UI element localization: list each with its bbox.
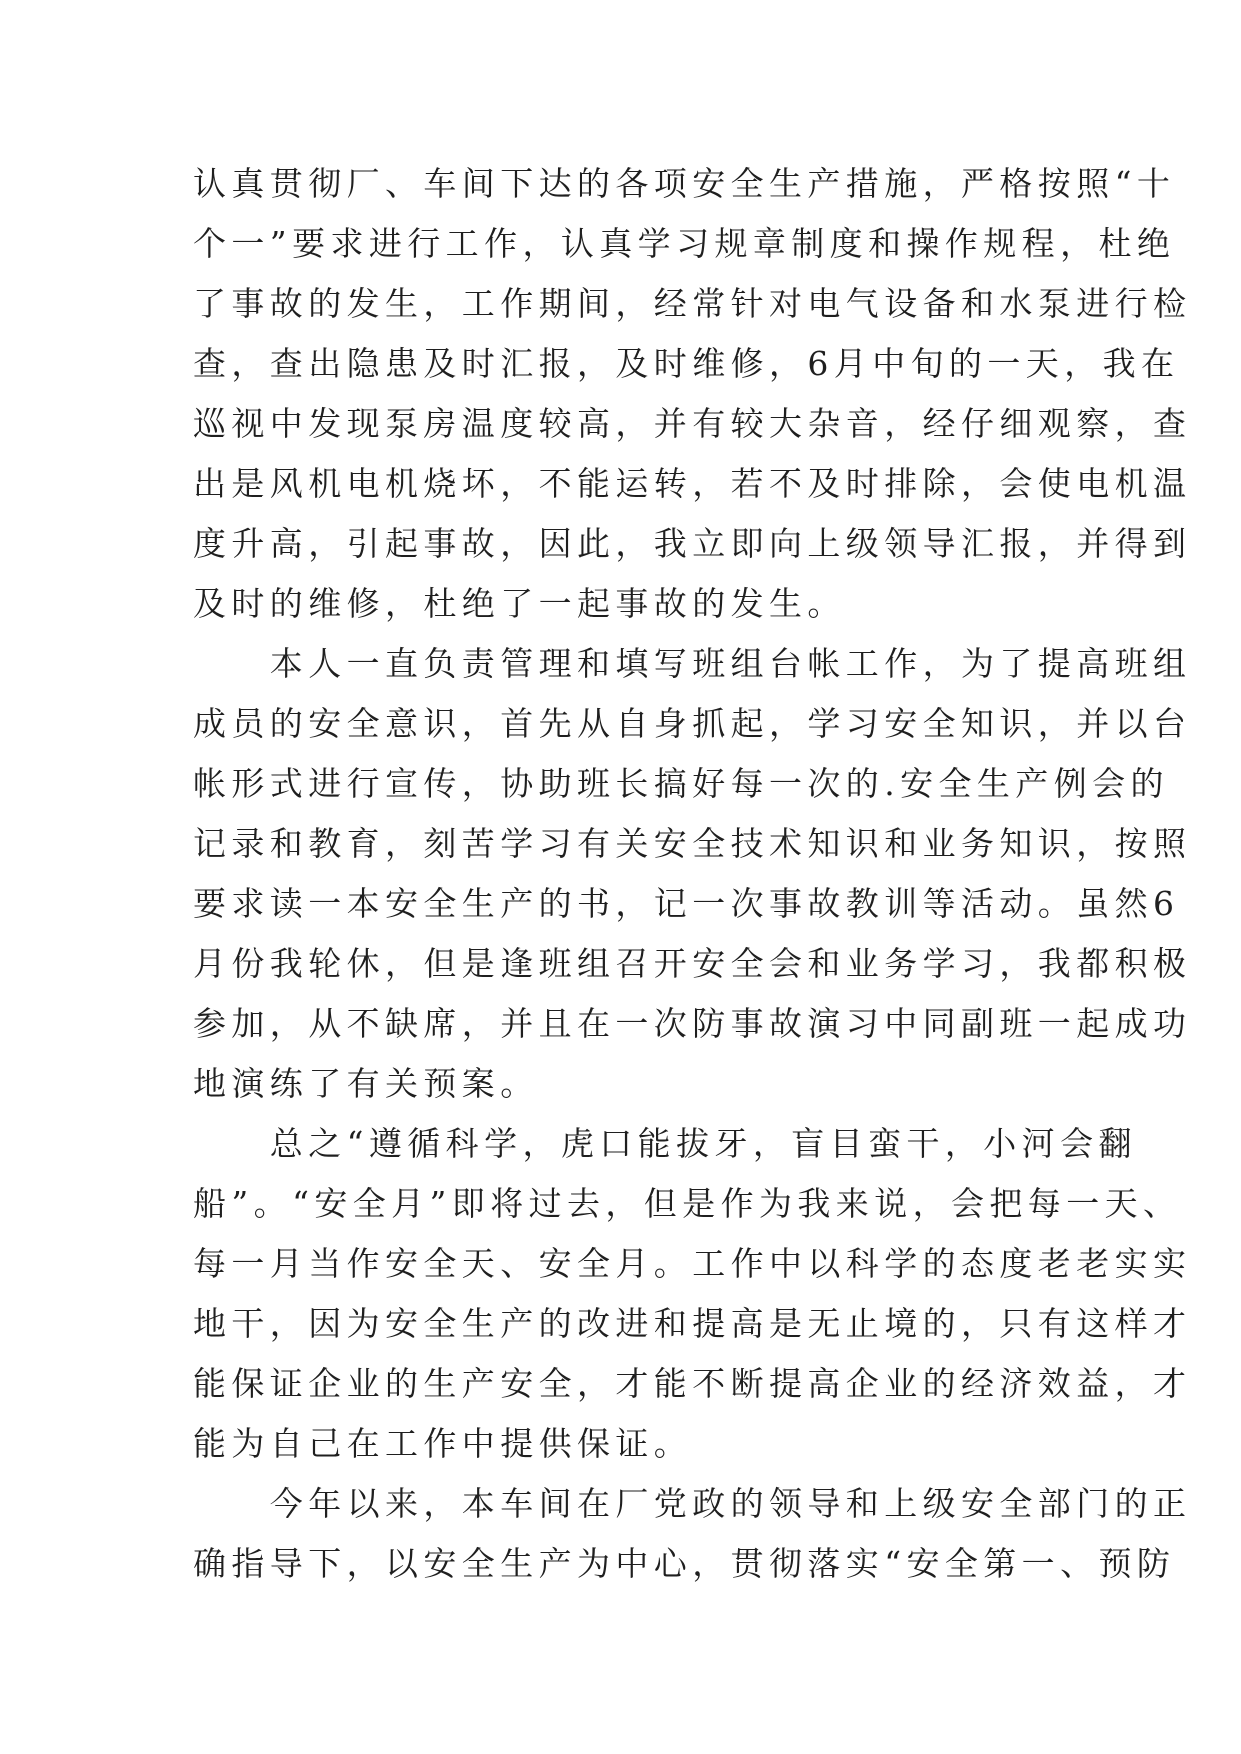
text-line: 地演练了有关预案。 [193, 1064, 539, 1103]
text-line: 记录和教育，刻苦学习有关安全技术知识和业务知识，按照 [193, 824, 1192, 863]
text-line: 每一月当作安全天、安全月。工作中以科学的态度老老实实 [193, 1244, 1192, 1283]
text-line: 确指导下，以安全生产为中心，贯彻落实“安全第一、预防 [193, 1544, 1176, 1583]
text-line: 出是风机电机烧坏，不能运转，若不及时排除，会使电机温 [193, 464, 1192, 503]
document-body [193, 154, 1192, 1594]
text-line: 个一”要求进行工作，认真学习规章制度和操作规程，杜绝 [193, 224, 1176, 263]
text-line: 能保证企业的生产安全，才能不断提高企业的经济效益，才 [193, 1364, 1192, 1403]
text-line: 月份我轮休，但是逢班组召开安全会和业务学习，我都积极 [193, 944, 1192, 983]
text-line: 帐形式进行宣传，协助班长搞好每一次的.安全生产例会的 [193, 764, 1169, 803]
text-line: 总之“遵循科学，虎口能拔牙，盲目蛮干，小河会翻 [193, 1124, 1137, 1163]
text-line: 能为自己在工作中提供保证。 [193, 1424, 693, 1463]
text-line: 要求读一本安全生产的书，记一次事故教训等活动。虽然6 [193, 884, 1180, 923]
text-line: 了事故的发生，工作期间，经常针对电气设备和水泵进行检 [193, 284, 1192, 323]
text-line: 及时的维修，杜绝了一起事故的发生。 [193, 584, 846, 623]
text-line: 查，查出隐患及时汇报，及时维修，6月中旬的一天，我在 [193, 344, 1180, 383]
text-line: 度升高，引起事故，因此，我立即向上级领导汇报，并得到 [193, 524, 1192, 563]
text-line: 船”。“安全月”即将过去，但是作为我来说，会把每一天、 [193, 1184, 1182, 1223]
text-line: 今年以来，本车间在厂党政的领导和上级安全部门的正 [193, 1484, 1192, 1523]
text-line: 本人一直负责管理和填写班组台帐工作，为了提高班组 [193, 644, 1192, 683]
text-line: 参加，从不缺席，并且在一次防事故演习中同副班一起成功 [193, 1004, 1192, 1043]
text-line: 认真贯彻厂、车间下达的各项安全生产措施，严格按照“十 [193, 164, 1176, 203]
text-line: 成员的安全意识，首先从自身抓起，学习安全知识，并以台 [193, 704, 1192, 743]
text-line: 巡视中发现泵房温度较高，并有较大杂音，经仔细观察，查 [193, 404, 1192, 443]
text-line: 地干，因为安全生产的改进和提高是无止境的，只有这样才 [193, 1304, 1192, 1343]
